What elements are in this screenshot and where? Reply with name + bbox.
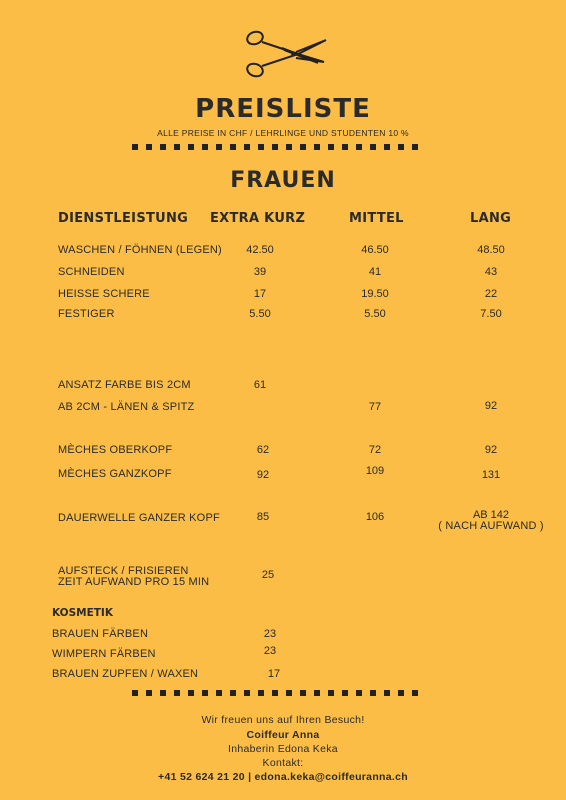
section-title: FRAUEN (230, 168, 336, 193)
kosmetik-item-label: BRAUEN ZUPFEN / WAXEN (52, 668, 199, 680)
footer-salon-name: Coiffeur Anna (246, 729, 320, 741)
price-lang: 7.50 (480, 308, 502, 320)
price-mittel: 19.50 (361, 288, 389, 300)
service-label: SCHNEIDEN (58, 266, 125, 278)
service-label: MÈCHES OBERKOPF (58, 444, 173, 456)
price-lang: 131 (481, 469, 501, 481)
kosmetik-price: 23 (263, 645, 277, 657)
price-lang: 92 (484, 400, 498, 412)
price-lang: 92 (484, 444, 498, 456)
service-label: DAUERWELLE GANZER KOPF (58, 512, 220, 524)
price-extra-kurz: 92 (256, 469, 270, 481)
footer-contact-label: Kontakt: (262, 757, 304, 769)
price-mittel: 109 (365, 465, 385, 477)
price-mittel: 5.50 (364, 308, 386, 320)
price-lang: AB 142 (472, 509, 510, 521)
service-label: HEISSE SCHERE (58, 288, 150, 300)
column-header-service: DIENSTLEISTUNG (58, 211, 189, 226)
column-header-mittel: MITTEL (349, 211, 404, 226)
service-label: FESTIGER (58, 308, 115, 320)
price-extra-kurz: 42.50 (246, 244, 274, 256)
kosmetik-price: 23 (263, 628, 277, 640)
price-lang: 43 (484, 266, 498, 278)
price-lang: 22 (484, 288, 498, 300)
price-mittel: 106 (365, 511, 385, 523)
price-lang: 48.50 (477, 244, 505, 256)
footer-welcome: Wir freuen uns auf Ihren Besuch! (201, 714, 365, 726)
footer-contact: +41 52 624 21 20 | edona.keka@coiffeuranna.ch (158, 771, 408, 783)
price-mittel: 41 (368, 266, 382, 278)
column-header-extra-kurz: EXTRA KURZ (210, 211, 306, 226)
service-label: AB 2CM - LÄNEN & SPITZ (58, 401, 195, 413)
service-label: MÈCHES GANZKOPF (58, 468, 172, 480)
page-title: PREISLISTE (195, 94, 371, 124)
price-extra-kurz: 62 (256, 444, 270, 456)
price-mittel: 72 (368, 444, 382, 456)
price-mittel: 46.50 (361, 244, 389, 256)
price-extra-kurz: 25 (261, 569, 275, 581)
price-extra-kurz: 39 (253, 266, 267, 278)
kosmetik-title: KOSMETIK (52, 607, 113, 619)
service-label: ANSATZ FARBE BIS 2CM (58, 379, 191, 391)
kosmetik-price: 17 (267, 668, 281, 680)
divider-top (132, 144, 418, 150)
service-label: WASCHEN / FÖHNEN (LEGEN) (58, 244, 222, 256)
price-extra-kurz: 5.50 (249, 308, 271, 320)
scissors-icon (238, 28, 330, 80)
price-extra-kurz: 61 (253, 379, 267, 391)
service-label: AUFSTECK / FRISIEREN (58, 565, 189, 577)
column-header-lang: LANG (470, 211, 512, 226)
price-extra-kurz: 85 (256, 511, 270, 523)
price-lang-note: ( NACH AUFWAND ) (438, 520, 544, 532)
divider-bottom (132, 690, 418, 696)
price-mittel: 77 (368, 401, 382, 413)
price-extra-kurz: 17 (253, 288, 267, 300)
footer-owner: Inhaberin Edona Keka (228, 743, 338, 755)
kosmetik-item-label: BRAUEN FÄRBEN (52, 628, 149, 640)
kosmetik-item-label: WIMPERN FÄRBEN (52, 648, 156, 660)
page-subtitle: ALLE PREISE IN CHF / LEHRLINGE UND STUDENTEN 10 % (157, 128, 409, 138)
service-label-line2: ZEIT AUFWAND PRO 15 MIN (58, 576, 210, 588)
